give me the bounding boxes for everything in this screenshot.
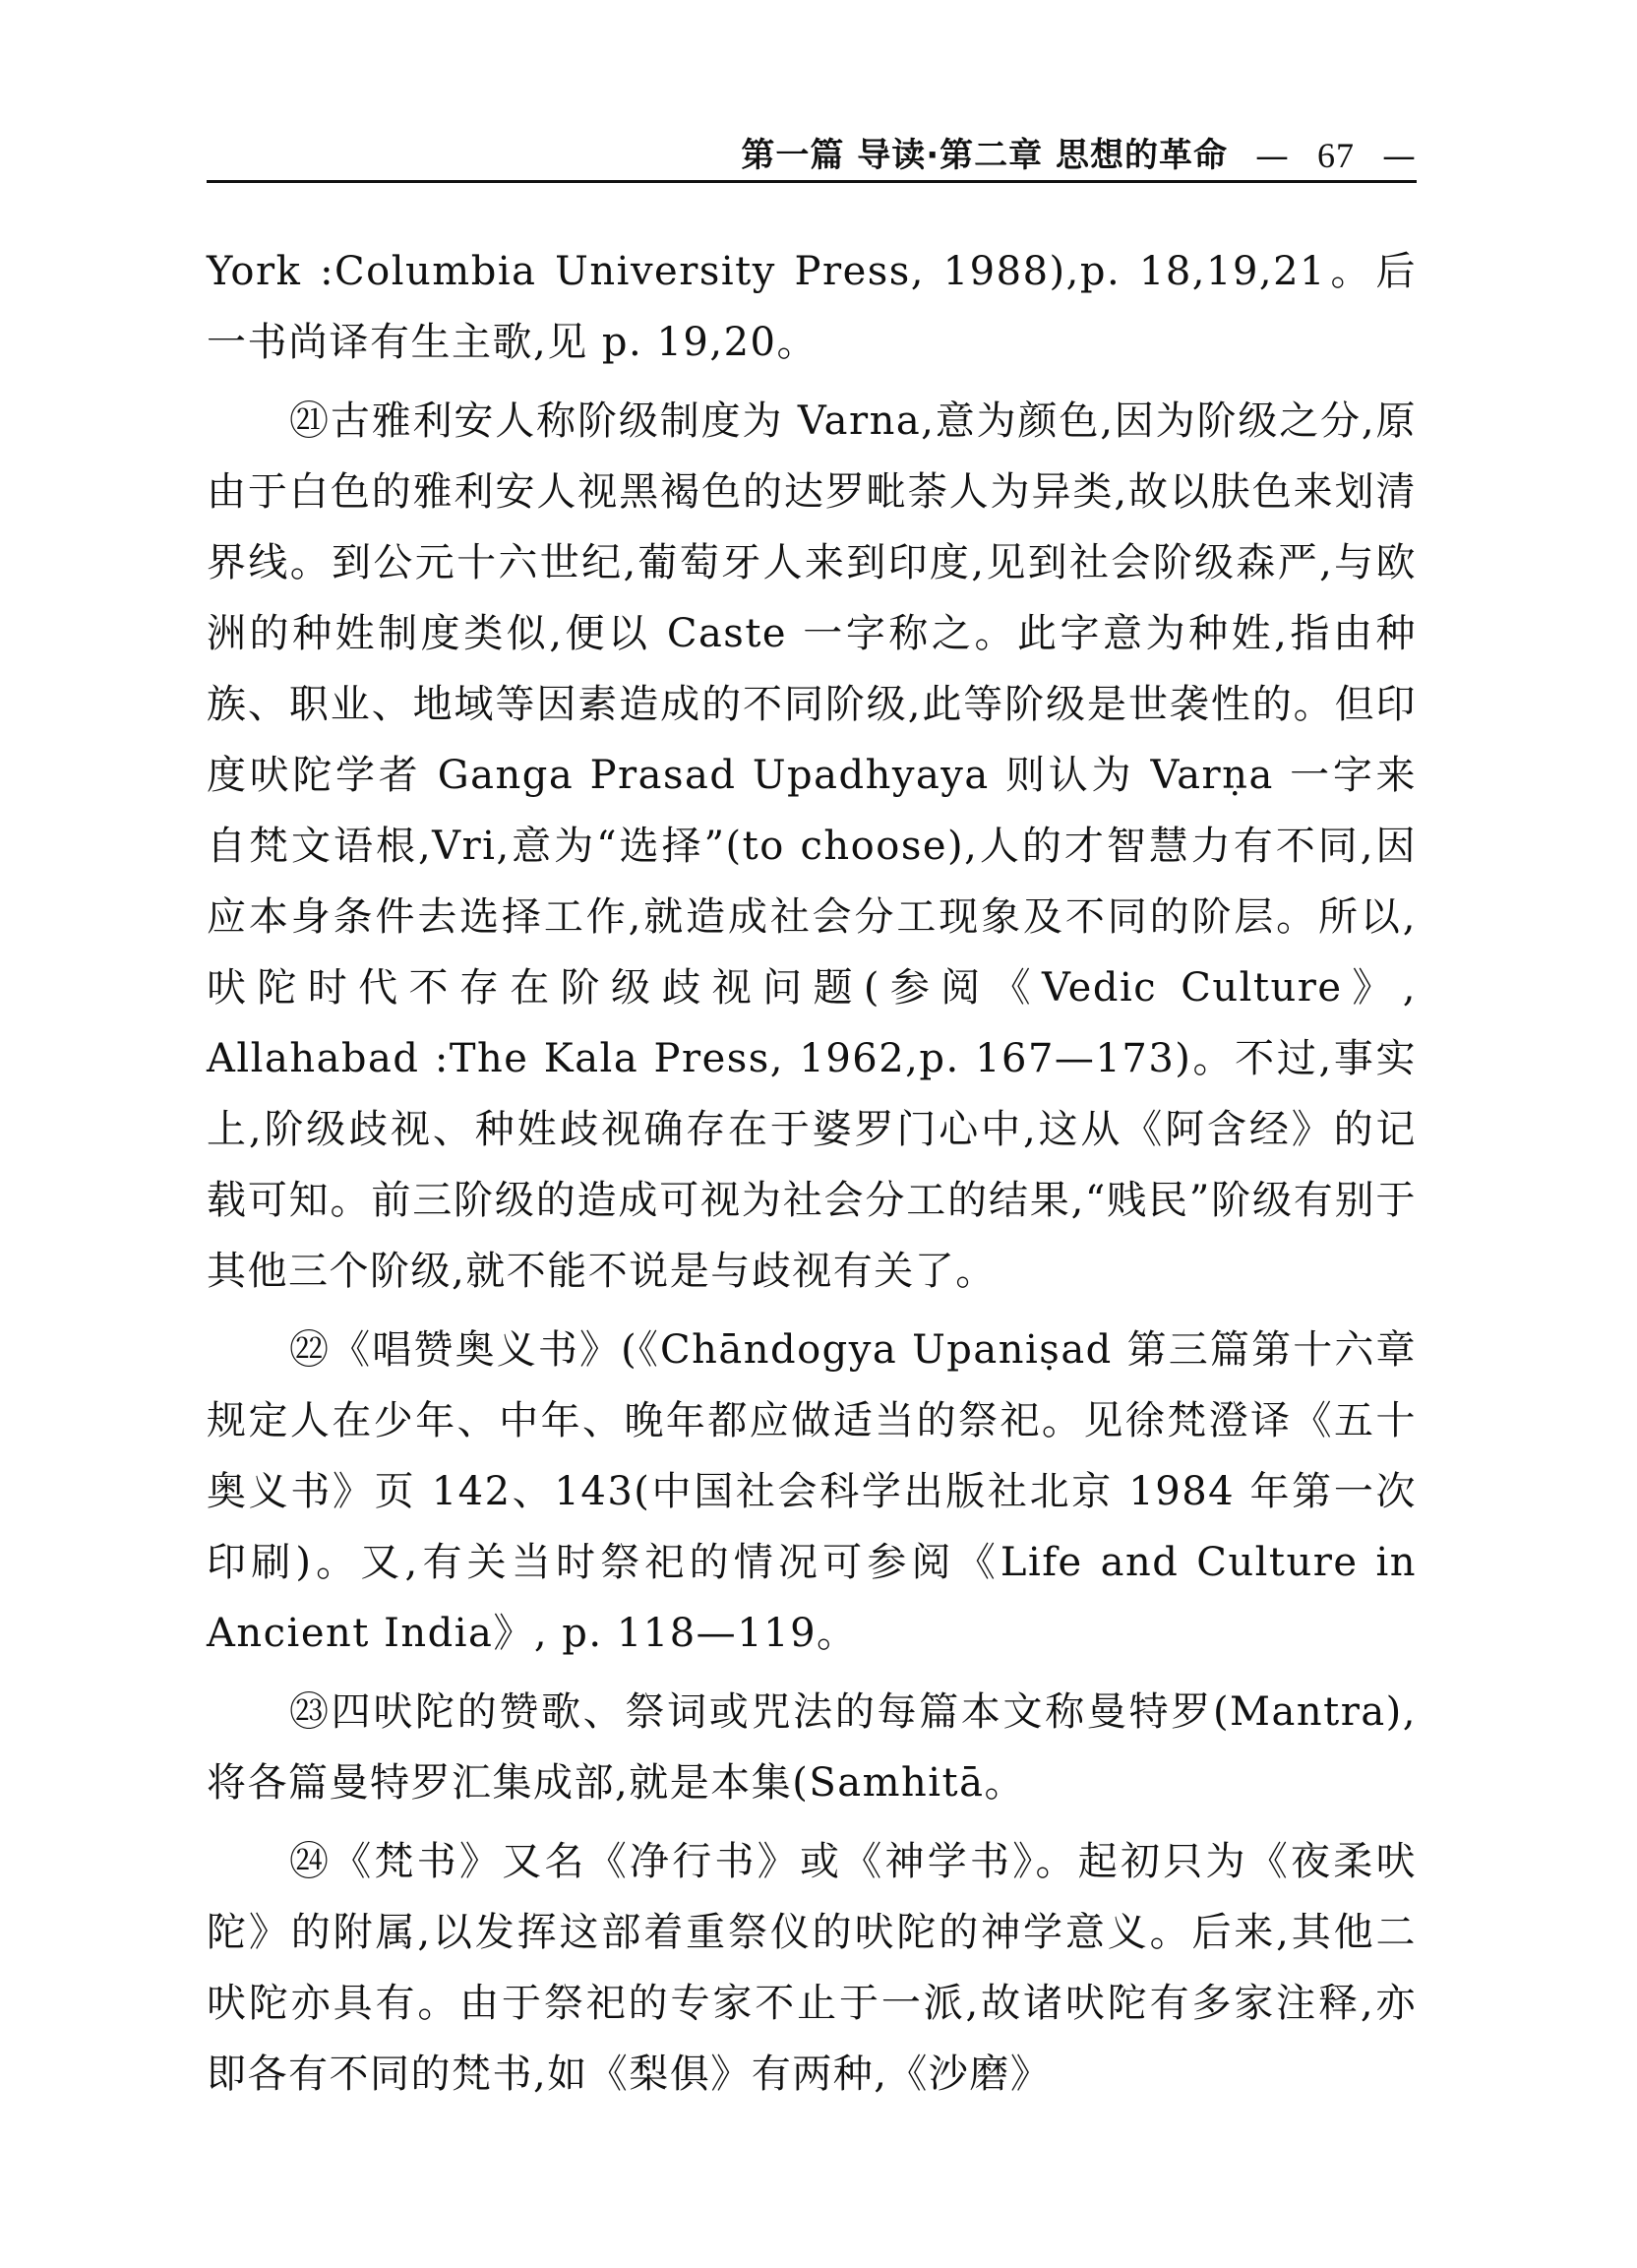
paragraph-continuation: York :Columbia University Press, 1988),p. 18,19,21。后一书尚译有生主歌,见 p. 19,20。 — [207, 249, 1417, 365]
page-number: 67 — [1317, 136, 1355, 175]
body-text — [207, 236, 1417, 2110]
running-header — [207, 126, 1417, 183]
footnote-22: ㉒《唱赞奥义书》(《Chāndogya Upaniṣad 第三篇第十六章规定人在少年、中年、晚年都应做适当的祭祀。见徐梵澄译《五十奥义书》页 142、143(中国社会科学出版社北京 1984 年第一次印刷)。又,有关当时祭祀的情况可参阅《Life and Culture in Ancient India》, p. 118—119。 — [207, 1327, 1417, 1656]
footnote-21: ㉑古雅利安人称阶级制度为 Varna,意为颜色,因为阶级之分,原由于白色的雅利安人视黑褐色的达罗毗荼人为异类,故以肤色来划清界线。到公元十六世纪,葡萄牙人来到印度,见到社会阶级森严,与欧洲的种姓制度类似,便以 Caste 一字称之。此字意为种姓,指由种族、职业、地域等因素造成的不同阶级,此等阶级是世袭性的。但印度吠陀学者 Ganga Prasad Upadhyaya 则认为 Varṇa 一字来自梵文语根,Vri,意为“选择”(to choose),人的才智慧力有不同,因应本身条件去选择工作,就造成社会分工现象及不同的阶层。所以,吠陀时代不存在阶级歧视问题(参阅《Vedic Culture》, Allahabad :The Kala Press, 1962,p. 167—173)。不过,事实上,阶级歧视、种姓歧视确存在于婆罗门心中,这从《阿含经》的记载可知。前三阶级的造成可视为社会分工的结果,“贱民”阶级有别于其他三个阶级,就不能不说是与歧视有关了。 — [207, 398, 1417, 1294]
header-dash-left: — — [1255, 137, 1290, 176]
footnote-24: ㉔《梵书》又名《净行书》或《神学书》。起初只为《夜柔吠陀》的附属,以发挥这部着重祭仪的吠陀的神学意义。后来,其他二吠陀亦具有。由于祭祀的专家不止于一派,故诸吠陀有多家注释,亦即各有不同的梵书,如《梨俱》有两种,《沙磨》 — [207, 1839, 1417, 2097]
header-dash-right: — — [1382, 137, 1417, 176]
footnote-23: ㉓四吠陀的赞歌、祭词或咒法的每篇本文称曼特罗(Mantra),将各篇曼特罗汇集成部,就是本集(Samhitā。 — [207, 1689, 1417, 1806]
header-title: 第一篇 导读·第二章 思想的革命 — [741, 136, 1228, 175]
